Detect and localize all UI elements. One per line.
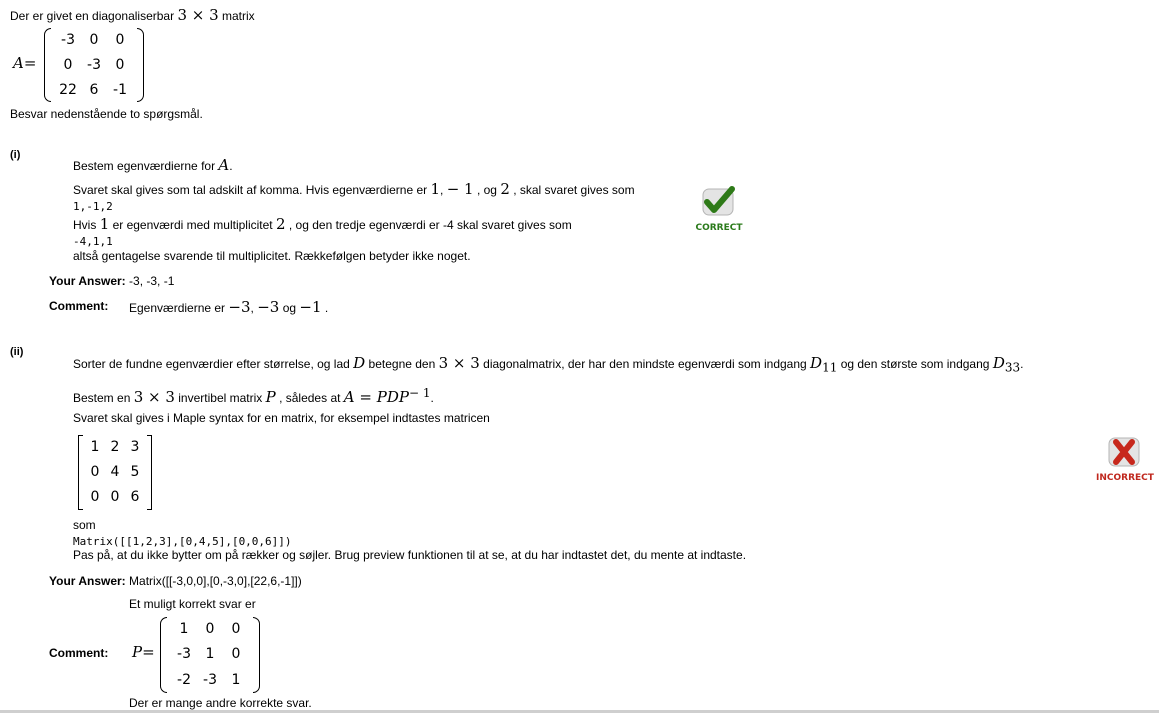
part2-l1-D11: D	[810, 354, 823, 372]
part1-l2b: , skal svaret gives som	[513, 183, 635, 197]
part2-l2-P: P	[265, 388, 276, 406]
matrix-a-cell: 0	[115, 57, 125, 73]
part1-answer-label: Your Answer:	[49, 274, 126, 288]
part2-l1e: .	[1020, 357, 1024, 371]
part1-comment-prefix: Egenværdierne er	[129, 301, 226, 315]
part2-l1-D33-sub: 33	[1004, 360, 1021, 375]
matrix-a-cell: -3	[61, 32, 75, 48]
part2-l1-D11-sub: 11	[822, 360, 838, 375]
example-matrix-cell: 1	[90, 439, 100, 455]
intro-prefix: Der er givet en diagonaliserbar	[10, 9, 175, 23]
x-mark-icon	[1107, 436, 1141, 468]
part2-l2c: , således at	[279, 391, 341, 405]
part1-l3v1: 1	[99, 215, 110, 233]
part2-l1-dims: 3 × 3	[438, 354, 480, 372]
part2-answer-label: Your Answer:	[49, 574, 126, 588]
part1-l2v2: − 1	[446, 180, 474, 198]
intro-dims: 3 × 3	[177, 6, 219, 24]
part1-comment-suffix: .	[324, 301, 329, 315]
part2-your-answer	[49, 574, 302, 588]
matrix-p-cell: 1	[231, 671, 241, 688]
incorrect-badge	[1096, 436, 1152, 483]
part2-l2a: Bestem en	[73, 391, 131, 405]
intro-line	[10, 6, 255, 24]
part1-l3b: er egenværdi med multiplicitet	[112, 218, 273, 232]
part2-l2-dims: 3 × 3	[133, 388, 175, 406]
part1-comment-v3: −1	[299, 298, 322, 316]
matrix-p	[160, 617, 260, 693]
part1-l2a: Svaret skal gives som tal adskilt af komma. Hvis egenværdierne er	[73, 183, 428, 197]
part2-line3: Svaret skal gives i Maple syntax for en matrix, for eksempel indtastes matricen	[73, 411, 490, 425]
matrix-a-cell: 22	[59, 82, 77, 98]
checkmark-icon	[700, 186, 738, 218]
matrix-p-cell: 0	[205, 621, 215, 637]
matrix-p-cell: 1	[205, 646, 215, 663]
part1-l2v1: 1	[430, 180, 441, 198]
part1-your-answer	[49, 274, 174, 288]
intro-instruction: Besvar nedenstående to spørgsmål.	[10, 107, 203, 121]
part2-label: (ii)	[10, 346, 24, 358]
part1-line2	[73, 180, 635, 198]
part1-q-suffix: .	[229, 159, 233, 173]
part1-l3c: , og den tredje egenværdi er -4 skal svaret gives som	[288, 218, 572, 232]
part1-comment-sep1: ,	[250, 301, 254, 315]
part2-l1b: betegne den	[368, 357, 436, 371]
part1-l2sep1: ,	[440, 183, 444, 197]
example-matrix-cell: 6	[130, 489, 140, 505]
example-matrix-cell: 2	[110, 439, 120, 455]
part1-code1: 1,-1,2	[73, 200, 113, 213]
part2-l2-eq: A = PDP	[343, 388, 409, 406]
part2-line2	[73, 386, 434, 406]
part2-l1c: diagonalmatrix, der har den mindste egenværdi som indgang	[483, 357, 807, 371]
matrix-p-cell: -2	[177, 671, 191, 688]
intro-suffix: matrix	[221, 9, 255, 23]
part2-comment-intro: Et muligt korrekt svar er	[129, 597, 256, 611]
part1-label: (i)	[10, 149, 21, 161]
example-matrix-cell: 5	[130, 464, 140, 480]
matrix-a-cell: -3	[87, 57, 101, 73]
part2-line1	[73, 354, 1023, 374]
part1-comment-v1: −3	[228, 298, 251, 316]
part2-l2b: invertibel matrix	[178, 391, 263, 405]
part1-l2v3: 2	[500, 180, 510, 198]
matrix-p-cell: 0	[231, 621, 241, 637]
part2-code: Matrix([[1,2,3],[0,4,5],[0,0,6]])	[73, 535, 292, 548]
part2-som: som	[73, 518, 96, 532]
example-matrix-cell: 0	[90, 489, 100, 505]
part2-l1a: Sorter de fundne egenværdier efter størrelse, og lad	[73, 357, 350, 371]
correct-caption: CORRECT	[695, 223, 743, 233]
part1-l2sep2: , og	[476, 183, 497, 197]
part1-l3v2: 2	[276, 215, 286, 233]
example-matrix	[78, 435, 152, 510]
incorrect-caption: INCORRECT	[1096, 473, 1154, 483]
example-matrix-cell: 0	[110, 489, 120, 505]
matrix-a-cell: 6	[89, 82, 99, 98]
part2-l1-D: D	[353, 354, 366, 372]
part2-answer-value: Matrix([[-3,0,0],[0,-3,0],[22,6,-1]])	[129, 574, 302, 588]
part1-answer-value: -3, -3, -1	[129, 274, 175, 288]
matrix-a-cell: 0	[89, 32, 99, 48]
matrix-p-cell: 1	[179, 621, 189, 637]
matrix-p-cell: -3	[177, 646, 191, 663]
correct-badge	[694, 186, 744, 233]
part1-question	[73, 156, 233, 174]
part1-code2: -4,1,1	[73, 235, 113, 248]
part1-line3	[73, 215, 572, 233]
part2-note: Pas på, at du ikke bytter om på rækker og søjler. Brug preview funktionen til at se, at du har indtastet det, du mente at indtaste.	[73, 548, 747, 562]
part1-line4: altså gentagelse svarende til multiplicitet. Rækkefølgen betyder ikke noget.	[73, 249, 471, 263]
part2-l1d: og den største som indgang	[840, 357, 990, 371]
example-matrix-cell: 0	[90, 464, 100, 480]
part1-comment	[129, 298, 328, 316]
matrix-a-label: A=	[13, 54, 37, 72]
matrix-p-cell: 0	[231, 646, 241, 663]
part1-l3a: Hvis	[73, 218, 97, 232]
matrix-p-cell: -3	[203, 671, 217, 688]
matrix-a-cell: 0	[63, 57, 73, 73]
matrix-a-cell: -1	[113, 82, 127, 98]
example-matrix-cell: 3	[130, 439, 140, 455]
part2-l1-D33: D	[992, 354, 1005, 372]
matrix-p-label: P=	[132, 643, 155, 661]
part1-q-var: A	[218, 156, 230, 174]
part1-q-prefix: Bestem egenværdierne for	[73, 159, 216, 173]
matrix-a-cell: 0	[115, 32, 125, 48]
part1-comment-v2: −3	[257, 298, 280, 316]
part1-comment-label: Comment:	[49, 299, 109, 313]
part2-comment-outro: Der er mange andre korrekte svar.	[129, 696, 312, 710]
part2-l2d: .	[430, 391, 434, 405]
part2-comment-label: Comment:	[49, 646, 109, 660]
part1-comment-sep2: og	[282, 301, 297, 315]
example-matrix-cell: 4	[110, 464, 120, 480]
part2-l2-exp: − 1	[408, 386, 431, 400]
matrix-a	[44, 28, 144, 102]
